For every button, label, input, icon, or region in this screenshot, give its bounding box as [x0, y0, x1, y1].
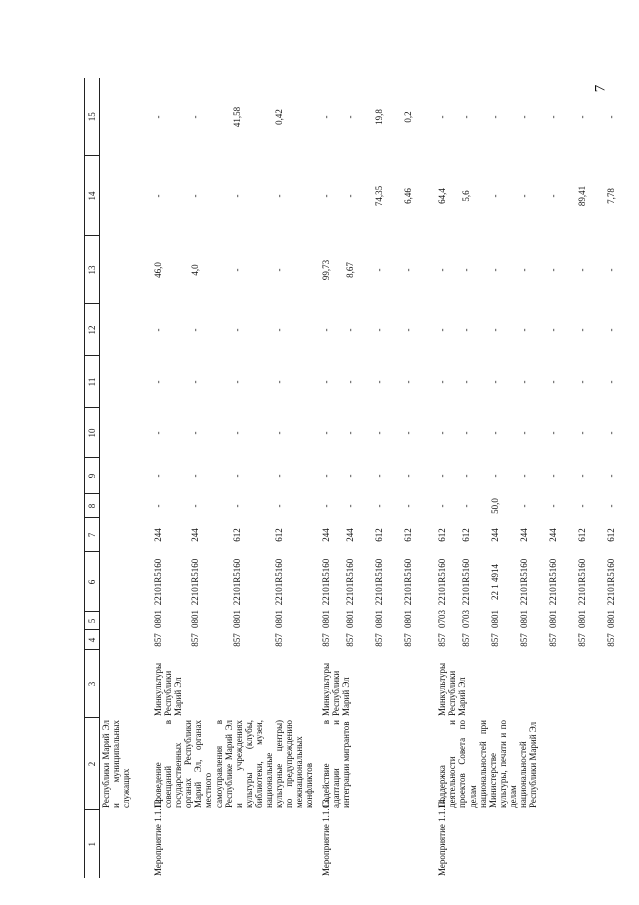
measure-number: Мероприятие 1.1.12. — [153, 797, 164, 876]
table-cell: - — [461, 431, 472, 435]
table-cell: - — [321, 431, 332, 435]
table-cell: - — [490, 431, 501, 435]
table-cell: - — [374, 431, 385, 435]
table-cell: - — [374, 328, 385, 332]
table-cell: 0801 — [190, 610, 201, 628]
table-cell: - — [461, 380, 472, 384]
table-cell: 22 1 4914 — [490, 564, 501, 600]
column-header: 5 — [85, 612, 100, 630]
table-cell: 22101R5160 — [577, 558, 588, 606]
column-header: 15 — [85, 78, 100, 156]
table-cell: - — [345, 431, 356, 435]
table-cell: 22101R5160 — [274, 558, 285, 606]
table-cell: - — [190, 194, 201, 198]
column-header: 13 — [85, 236, 100, 304]
table-cell: 22101R5160 — [548, 558, 559, 606]
table-cell: - — [548, 194, 559, 198]
table-cell: - — [274, 328, 285, 332]
table-body — [100, 78, 635, 878]
column-header: 4 — [85, 630, 100, 650]
rotated-table-container — [84, 78, 617, 878]
table-cell: - — [374, 504, 385, 508]
table-cell: 5,6 — [461, 190, 472, 202]
table-cell: - — [577, 115, 588, 119]
table-cell: - — [437, 431, 448, 435]
measure-description: Поддержка деятельности и проектов Совета по делам национальностей при Министерстве культуры, печати и по делам национальностей Республики Марий Эл — [437, 720, 539, 808]
table-row — [315, 78, 344, 878]
table-cell: - — [403, 504, 414, 508]
column-header: 3 — [85, 650, 100, 718]
table-cell: 0703 — [437, 610, 448, 628]
table-cell: - — [321, 380, 332, 384]
column-header: 2 — [85, 718, 100, 810]
table-cell: - — [437, 380, 448, 384]
table-cell: 0703 — [461, 610, 472, 628]
table-cell: 22101R5160 — [437, 558, 448, 606]
table-cell: 244 — [190, 528, 201, 542]
table-cell: - — [232, 431, 243, 435]
table-cell: - — [548, 115, 559, 119]
table-cell: - — [519, 474, 530, 478]
column-header-row — [85, 78, 100, 878]
table-cell: 244 — [153, 528, 164, 542]
table-cell: - — [519, 380, 530, 384]
table-cell: - — [374, 268, 385, 272]
table-cell: - — [153, 115, 164, 119]
table-cell: 0801 — [490, 610, 501, 628]
executor: Минкультуры Республики Марий Эл — [153, 662, 184, 716]
table-cell: 22101R5160 — [190, 558, 201, 606]
table-cell: 6,46 — [403, 188, 414, 204]
table-row — [147, 78, 189, 878]
table-cell: 244 — [490, 528, 501, 542]
table-cell: - — [232, 474, 243, 478]
table-cell: - — [274, 504, 285, 508]
table-cell: - — [153, 504, 164, 508]
table-cell: 857 — [345, 633, 356, 647]
table-cell: 46,0 — [153, 262, 164, 278]
table-cell: 0801 — [577, 610, 588, 628]
table-cell: - — [577, 474, 588, 478]
table-cell: 0801 — [519, 610, 530, 628]
table-cell: - — [403, 474, 414, 478]
table-cell: 857 — [374, 633, 385, 647]
table-cell: 22101R5160 — [374, 558, 385, 606]
page-number: 7 — [592, 84, 609, 93]
continuation-text: Республики Марий Эл и муниципальных служащих — [101, 720, 132, 808]
table-cell: - — [548, 380, 559, 384]
table-cell: - — [321, 504, 332, 508]
table-cell: 74,35 — [374, 185, 385, 207]
table-cell: 22101R5160 — [461, 558, 472, 606]
table-cell: - — [437, 115, 448, 119]
table-cell: - — [577, 504, 588, 508]
table-cell: 0,42 — [274, 109, 285, 125]
table-cell: 22101R5160 — [519, 558, 530, 606]
table-cell: - — [548, 431, 559, 435]
budget-table — [84, 78, 634, 878]
table-cell: - — [321, 194, 332, 198]
table-cell: 22101R5160 — [345, 558, 356, 606]
table-cell: - — [153, 474, 164, 478]
table-cell: - — [461, 504, 472, 508]
table-cell: 857 — [548, 633, 559, 647]
measure-description: Проведение совещаний в государственных органах Республики Марий Эл, органах местного самоуправления в Республике Марий Эл и учреждениях культуры (клубы, библиотеки, музеи, национальные культурные центры) по предупреждению межнациональных конфликтов — [153, 720, 315, 808]
table-cell: 612 — [606, 528, 617, 542]
table-cell: - — [606, 380, 617, 384]
table-cell: 0801 — [374, 610, 385, 628]
table-cell: 857 — [606, 633, 617, 647]
table-cell: - — [519, 268, 530, 272]
table-cell: - — [153, 194, 164, 198]
table-cell: 0801 — [345, 610, 356, 628]
table-cell: 857 — [274, 633, 285, 647]
table-cell: 22101R5160 — [321, 558, 332, 606]
table-cell: - — [345, 194, 356, 198]
table-cell: 8,67 — [345, 262, 356, 278]
measure-description: Содействие в адаптации и интеграции мигрантов — [321, 720, 352, 808]
table-cell: 0801 — [274, 610, 285, 628]
table-cell: - — [461, 328, 472, 332]
table-cell: - — [345, 328, 356, 332]
table-cell: 22101R5160 — [606, 558, 617, 606]
table-cell: - — [606, 504, 617, 508]
table-cell: - — [190, 328, 201, 332]
table-cell: - — [606, 115, 617, 119]
column-header: 1 — [85, 810, 100, 878]
table-cell: - — [274, 431, 285, 435]
table-cell: - — [274, 474, 285, 478]
table-cell: 857 — [153, 633, 164, 647]
table-cell: 857 — [321, 633, 332, 647]
table-cell: - — [490, 268, 501, 272]
table-cell: 0801 — [321, 610, 332, 628]
table-cell: 19,8 — [374, 109, 385, 125]
table-cell: 64,4 — [437, 188, 448, 204]
column-header: 7 — [85, 518, 100, 552]
table-cell: - — [153, 431, 164, 435]
column-header: 14 — [85, 156, 100, 236]
table-cell: 0,2 — [403, 111, 414, 123]
table-cell: - — [232, 504, 243, 508]
table-cell: - — [190, 474, 201, 478]
column-header: 12 — [85, 304, 100, 356]
table-cell: - — [490, 194, 501, 198]
table-row — [431, 78, 460, 878]
table-cell: 244 — [519, 528, 530, 542]
table-cell: - — [437, 474, 448, 478]
table-cell: - — [321, 474, 332, 478]
table-cell: - — [190, 431, 201, 435]
table-cell: - — [190, 504, 201, 508]
column-header: 8 — [85, 494, 100, 518]
table-cell: 0801 — [153, 610, 164, 628]
table-cell: 50,0 — [490, 498, 501, 514]
table-cell: - — [577, 268, 588, 272]
table-cell: - — [190, 380, 201, 384]
table-cell: 857 — [232, 633, 243, 647]
table-cell: - — [606, 268, 617, 272]
table-cell: - — [606, 474, 617, 478]
table-cell: - — [548, 268, 559, 272]
table-cell: - — [548, 328, 559, 332]
table-cell: - — [345, 115, 356, 119]
table-cell: - — [461, 474, 472, 478]
table-cell: - — [490, 115, 501, 119]
table-cell: - — [190, 115, 201, 119]
table-cell: - — [232, 268, 243, 272]
table-cell: - — [548, 474, 559, 478]
table-cell: 612 — [437, 528, 448, 542]
table-cell: - — [461, 268, 472, 272]
table-cell: - — [403, 431, 414, 435]
table-cell: 244 — [548, 528, 559, 542]
table-cell: 22101R5160 — [153, 558, 164, 606]
column-header: 10 — [85, 408, 100, 458]
table-cell: - — [519, 504, 530, 508]
table-cell: 0801 — [548, 610, 559, 628]
table-cell: 244 — [321, 528, 332, 542]
table-cell: - — [153, 380, 164, 384]
continuation-row — [100, 78, 148, 878]
measure-number: Мероприятие 1.1.14. — [437, 797, 448, 876]
table-cell: 857 — [403, 633, 414, 647]
table-cell: - — [490, 380, 501, 384]
table-cell: - — [577, 431, 588, 435]
table-cell: - — [153, 328, 164, 332]
table-cell: 857 — [490, 633, 501, 647]
table-cell: - — [577, 380, 588, 384]
table-cell: - — [321, 115, 332, 119]
table-cell: 857 — [437, 633, 448, 647]
table-cell: - — [461, 115, 472, 119]
table-cell: - — [548, 504, 559, 508]
executor: Минкультуры Республики Марий Эл — [321, 662, 352, 716]
table-cell: - — [519, 431, 530, 435]
column-header: 11 — [85, 356, 100, 408]
table-cell: - — [274, 380, 285, 384]
table-cell: 99,73 — [321, 259, 332, 281]
table-cell: - — [403, 268, 414, 272]
table-cell: - — [232, 328, 243, 332]
table-cell: 612 — [577, 528, 588, 542]
table-cell: 41,58 — [232, 106, 243, 128]
table-cell: - — [274, 194, 285, 198]
column-header: 6 — [85, 552, 100, 612]
table-cell: 612 — [461, 528, 472, 542]
table-cell: 857 — [519, 633, 530, 647]
table-cell: 857 — [190, 633, 201, 647]
table-cell: - — [519, 115, 530, 119]
table-cell: 0801 — [232, 610, 243, 628]
table-cell: - — [519, 328, 530, 332]
table-cell: 22101R5160 — [232, 558, 243, 606]
measure-number: Мероприятие 1.1.13. — [321, 797, 332, 876]
table-cell: 0801 — [403, 610, 414, 628]
table-cell: - — [374, 474, 385, 478]
table-cell: - — [519, 194, 530, 198]
table-cell: - — [345, 504, 356, 508]
table-cell: 612 — [274, 528, 285, 542]
table-cell: - — [321, 328, 332, 332]
table-cell: - — [577, 328, 588, 332]
table-cell: - — [345, 474, 356, 478]
executor: Минкультуры Республики Марий Эл — [437, 662, 468, 716]
table-cell: - — [437, 504, 448, 508]
table-cell: - — [232, 194, 243, 198]
table-cell: - — [490, 474, 501, 478]
table-cell: - — [606, 431, 617, 435]
table-cell: 857 — [461, 633, 472, 647]
table-cell: - — [374, 380, 385, 384]
table-cell: 612 — [403, 528, 414, 542]
column-header: 9 — [85, 458, 100, 494]
table-cell: 89,41 — [577, 185, 588, 207]
table-cell: - — [345, 380, 356, 384]
table-cell: 612 — [232, 528, 243, 542]
table-cell: 7,78 — [606, 188, 617, 204]
table-cell: 22101R5160 — [403, 558, 414, 606]
table-cell: - — [403, 328, 414, 332]
table-cell: - — [232, 380, 243, 384]
table-cell: 244 — [345, 528, 356, 542]
table-cell: - — [274, 268, 285, 272]
table-cell: - — [437, 328, 448, 332]
table-cell: - — [490, 328, 501, 332]
table-cell: - — [437, 268, 448, 272]
table-cell: - — [606, 328, 617, 332]
table-cell: 857 — [577, 633, 588, 647]
table-cell: 0801 — [606, 610, 617, 628]
table-cell: - — [403, 380, 414, 384]
table-cell: 612 — [374, 528, 385, 542]
table-cell: 4,0 — [190, 264, 201, 276]
